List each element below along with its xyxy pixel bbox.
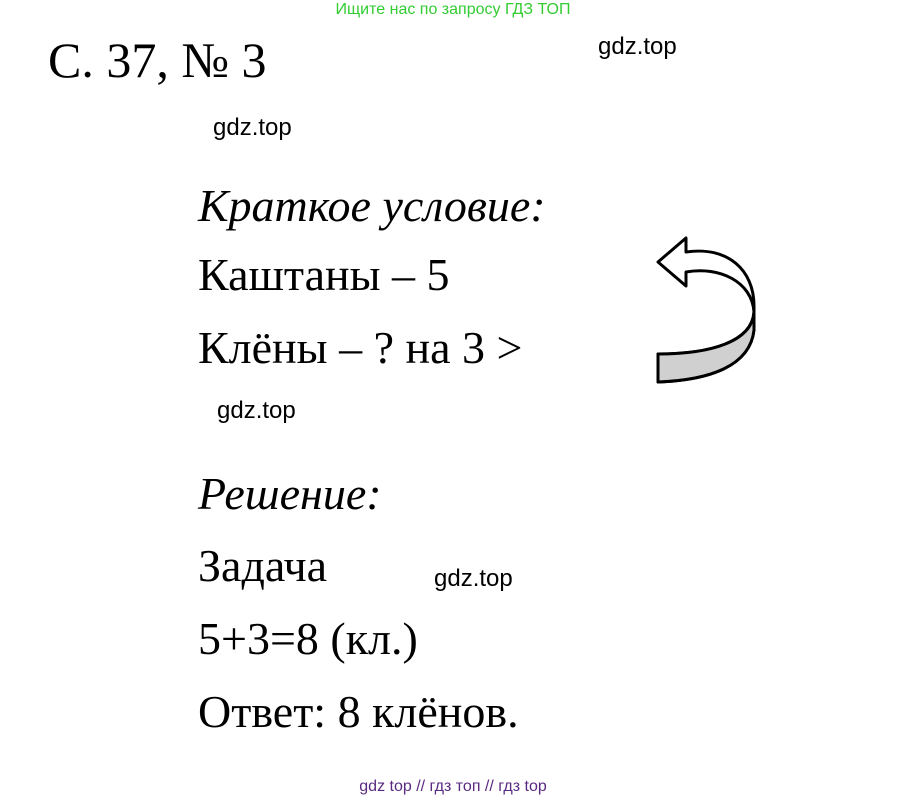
watermark: gdz.top: [598, 33, 677, 60]
page-heading: С. 37, № 3: [48, 32, 267, 88]
solution-expression: 5+3=8 (кл.): [198, 613, 418, 664]
top-banner: Ищите нас по запросу ГДЗ ТОП: [335, 1, 571, 18]
solution-label: Задача: [198, 540, 327, 591]
watermark: gdz.top: [213, 114, 292, 141]
curved-arrow-icon: [650, 230, 762, 386]
solution-answer: Ответ: 8 клёнов.: [198, 686, 519, 737]
condition-line-maples: Клёны – ? на 3 >: [198, 322, 523, 373]
condition-title: Краткое условие:: [198, 180, 546, 231]
solution-title: Решение:: [198, 468, 382, 519]
condition-line-chestnuts: Каштаны – 5: [198, 249, 450, 300]
watermark: gdz.top: [217, 397, 296, 424]
watermark: gdz.top: [434, 565, 513, 592]
footer-links: gdz top // гдз топ // гдз top: [359, 778, 547, 795]
